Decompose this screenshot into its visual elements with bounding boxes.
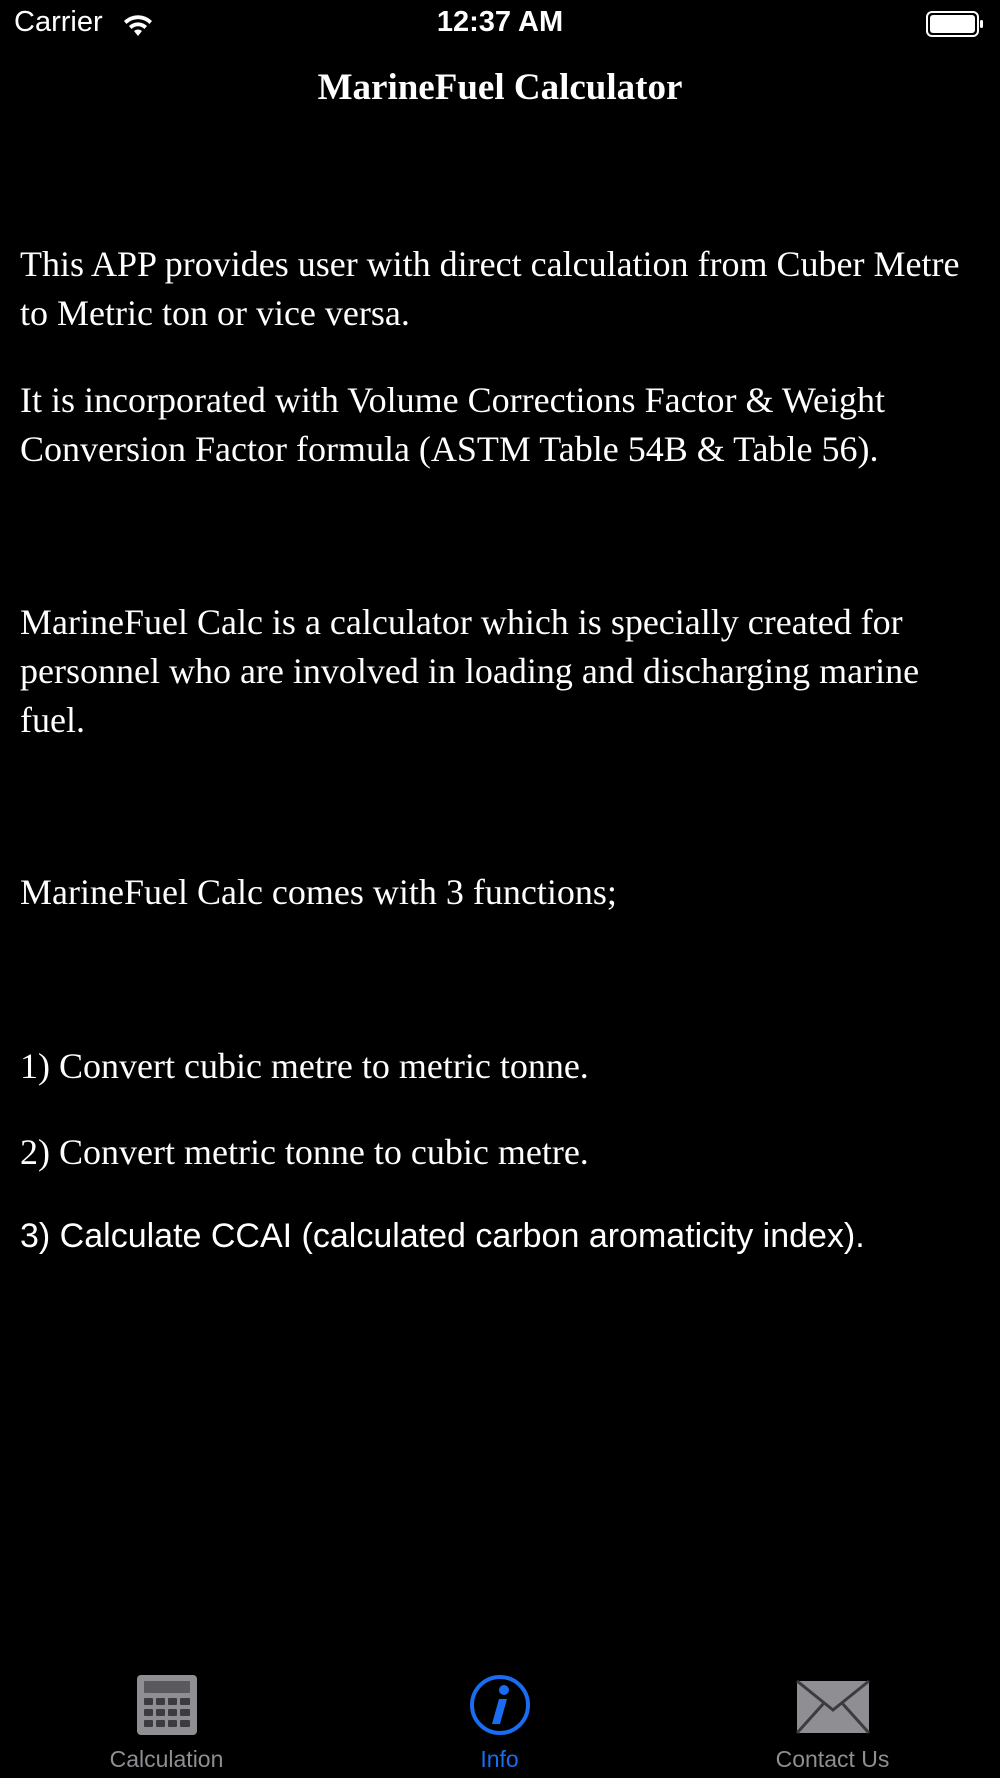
intro-paragraph: This APP provides user with direct calculation from Cuber Metre to Metric ton or vice versa. <box>20 244 960 333</box>
tab-contact-us-label: Contact Us <box>775 1746 890 1772</box>
functions-heading: MarineFuel Calc comes with 3 functions; <box>20 872 617 912</box>
function-item-1: 1) Convert cubic metre to metric tonne. <box>20 1046 589 1086</box>
calculator-icon <box>136 1674 198 1736</box>
info-icon <box>469 1674 531 1736</box>
tab-info-label: Info <box>480 1746 519 1772</box>
tab-bar <box>0 1664 1000 1778</box>
tab-info[interactable] <box>333 1664 666 1778</box>
status-time: 12:37 AM <box>436 6 564 38</box>
tab-calculation[interactable] <box>0 1664 333 1778</box>
envelope-icon <box>796 1680 870 1734</box>
carrier-label: Carrier <box>14 6 103 38</box>
formula-paragraph: It is incorporated with Volume Corrections Factor & Weight Conversion Factor formula (ASTM Table 54B & Table 56). <box>20 380 885 469</box>
tab-contact-us[interactable] <box>666 1664 999 1778</box>
function-item-3: 3) Calculate CCAI (calculated carbon aromaticity index). <box>20 1217 865 1255</box>
description-paragraph: MarineFuel Calc is a calculator which is specially created for personnel who are involved in loading and discharging marine fuel. <box>20 602 920 740</box>
battery-icon <box>926 11 984 37</box>
status-bar <box>0 0 1000 50</box>
function-item-2: 2) Convert metric tonne to cubic metre. <box>20 1132 589 1172</box>
tab-calculation-label: Calculation <box>109 1746 224 1772</box>
page-title: MarineFuel Calculator <box>317 67 683 108</box>
